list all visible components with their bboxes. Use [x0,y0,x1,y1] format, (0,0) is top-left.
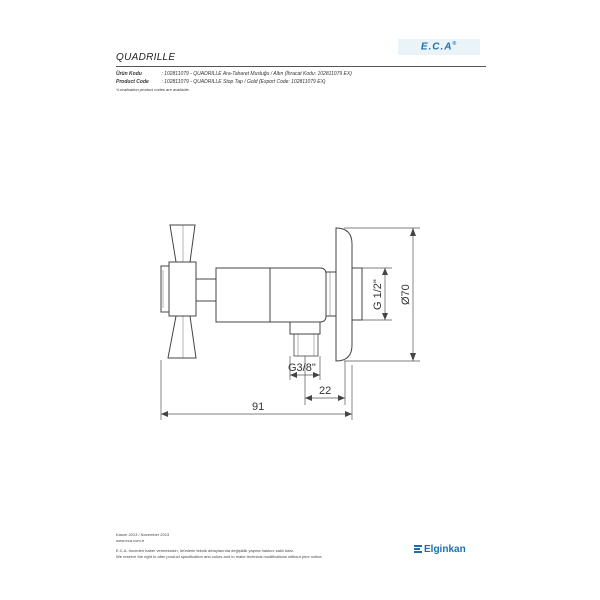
product-code-en-text: : 102811079 - QUADRILLE Stop Tap / Gold (Export Code: 102811079 EX) [161,79,326,85]
footer-disclaimer-en: We reserve the right to alter product specification and colors and to make technical modifications without prior notice. [116,554,323,559]
product-code-en-label: Product Code [116,79,149,85]
handle-bottom-arm [168,316,196,358]
wall-flange [336,228,352,361]
side-thread [326,272,336,316]
dim-thread-side: G 1/2" [372,279,384,310]
dim-thread-bottom: G3/8" [288,362,316,374]
handle-hub [161,266,169,312]
footer-disclaimer-tr: E.C.A. önceden haber vermeksizin, ürünlerin teknik detaylarında değişiklik yapma hakkını saklı tutar. [116,548,294,553]
product-code-tr-text: : 102811079 - QUADRILLE Ara-Taharet Musluğu / Altın (İhracat Kodu: 102811079 EX) [161,71,352,77]
dim-diameter: Ø70 [400,284,412,305]
elginkan-text: Elginkan [424,544,466,555]
dim-offset: 22 [319,385,332,397]
localisation-note: *Localisation product codes are available. [116,87,190,92]
footer-date: Kasım 2013 / November 2013 [116,532,170,537]
bottom-outlet [290,322,320,334]
elginkan-mark-icon [414,545,422,553]
product-code-tr-label: Ürün Kodu [116,71,142,77]
eca-logo-text: E.C.A® [420,41,458,53]
footer-url: www.eca.com.tr [116,538,145,543]
valve-body [216,268,270,322]
dim-length: 91 [252,401,265,413]
handle-top-arm [170,225,195,262]
valve-stem [196,279,216,301]
product-title: QUADRILLE [116,52,176,63]
elginkan-logo [414,544,466,555]
